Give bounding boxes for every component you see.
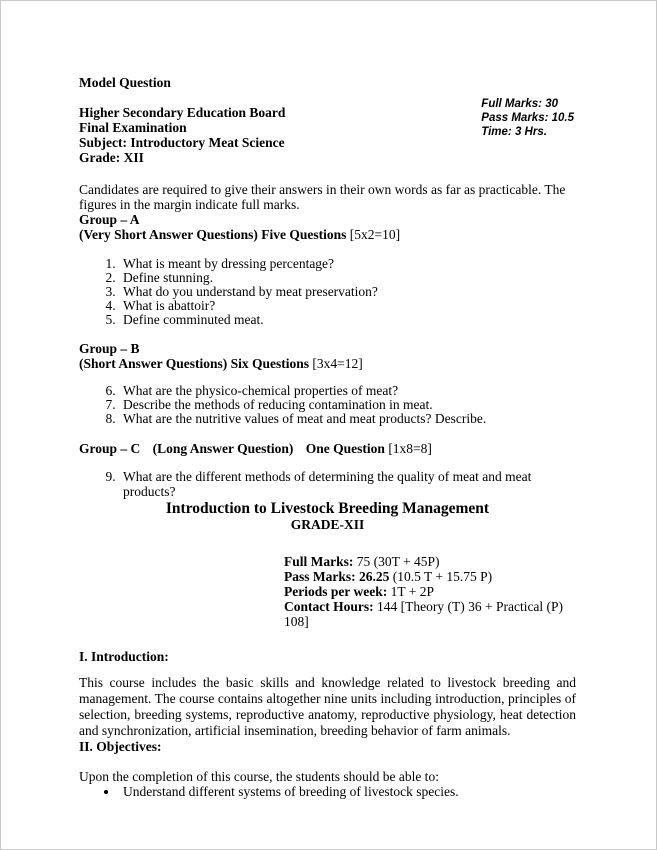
group-c-question-list: [79, 469, 576, 499]
detail-label: Full Marks:: [284, 554, 354, 569]
marks-summary: [481, 97, 574, 165]
objectives-list: [79, 784, 576, 799]
group-a-question-list: [79, 257, 576, 327]
group-b-name: Group – B: [79, 341, 140, 356]
detail-row: [284, 569, 576, 584]
course-grade: GRADE-XII: [290, 517, 365, 532]
detail-value: 75 (30T + 45P): [356, 554, 440, 569]
question-item: 3. What do you understand by meat preservation?: [119, 285, 576, 299]
exam-header: [79, 98, 576, 165]
group-a-count: Five Questions: [261, 227, 347, 242]
question-item: 5. Define comminuted meat.: [119, 313, 576, 327]
group-b-heading: [79, 356, 576, 371]
question-item: 1. What is meant by dressing percentage?: [119, 257, 576, 271]
exam-header-left: [79, 105, 285, 165]
group-c-qualifier: (Long Answer Question): [152, 441, 294, 456]
group-c-name: Group – C: [79, 441, 141, 456]
group-a-qualifier: (Very Short Answer Questions): [79, 227, 258, 242]
question-item: 4. What is abattoir?: [119, 299, 576, 313]
group-b-count: Six Questions: [230, 356, 310, 371]
question-item: 8. What are the nutritive values of meat and meat products? Describe.: [119, 412, 576, 426]
group-a-heading: [79, 227, 576, 242]
group-c-heading: [79, 441, 576, 456]
full-marks-line: Full Marks: 30: [481, 98, 558, 110]
exam-name: Final Examination: [79, 120, 187, 135]
group-b-marks-note: [3x4=12]: [312, 356, 363, 371]
question-item: 9. What are the different methods of determining the quality of meat and meat products?: [119, 469, 576, 499]
introduction-heading: I. Introduction:: [79, 649, 169, 664]
instructions-text: Candidates are required to give their answers in their own words as far as practicable. The figures in the margin indicate full marks.: [79, 182, 566, 212]
question-item: 7. Describe the methods of reducing contamination in meat.: [119, 398, 576, 412]
detail-row: [284, 584, 576, 599]
board-name: Higher Secondary Education Board: [79, 105, 286, 120]
document-title: Model Question: [79, 75, 171, 90]
detail-label: Pass Marks: 26.25: [284, 569, 390, 584]
group-b-qualifier: (Short Answer Questions): [79, 356, 228, 371]
group-b-question-list: [79, 384, 576, 426]
grade-line: Grade: XII: [79, 150, 144, 165]
detail-value: 1T + 2P: [390, 584, 434, 599]
question-item: 2. Define stunning.: [119, 271, 576, 285]
time-line: Time: 3 Hrs.: [481, 126, 547, 138]
group-a-name: Group – A: [79, 212, 140, 227]
group-a-marks-note: [5x2=10]: [349, 227, 401, 242]
detail-value: 144 [Theory (T) 36 + Practical (P) 108]: [284, 599, 564, 629]
detail-label: Periods per week:: [284, 584, 388, 599]
detail-row: [284, 554, 576, 569]
group-c-count: One Question: [305, 441, 385, 456]
group-c-marks-note: [1x8=8]: [388, 441, 432, 456]
detail-label: Contact Hours:: [284, 599, 374, 614]
question-item: 6. What are the physico-chemical properties of meat?: [119, 384, 576, 398]
objective-item: • Understand different systems of breeding of livestock species.: [119, 784, 576, 799]
detail-value: (10.5 T + 15.75 P): [392, 569, 493, 584]
subject-line: Subject: Introductory Meat Science: [79, 135, 285, 150]
detail-row: [284, 599, 576, 629]
course-details: [284, 554, 576, 629]
objectives-heading: II. Objectives:: [79, 739, 162, 754]
pass-marks-line: Pass Marks: 10.5: [481, 112, 574, 124]
objectives-lead: Upon the completion of this course, the students should be able to:: [79, 769, 439, 784]
introduction-paragraph: This course includes the basic skills and knowledge related to livestock breeding and management. The course contains altogether nine units including introduction, principles of selection, breeding systems, reproductive anatomy, reproductive physiology, heat detection and synchronization, artificial insemination, breeding behavior of farm animals.: [79, 675, 576, 738]
course-title: Introduction to Livestock Breeding Management: [165, 500, 490, 517]
